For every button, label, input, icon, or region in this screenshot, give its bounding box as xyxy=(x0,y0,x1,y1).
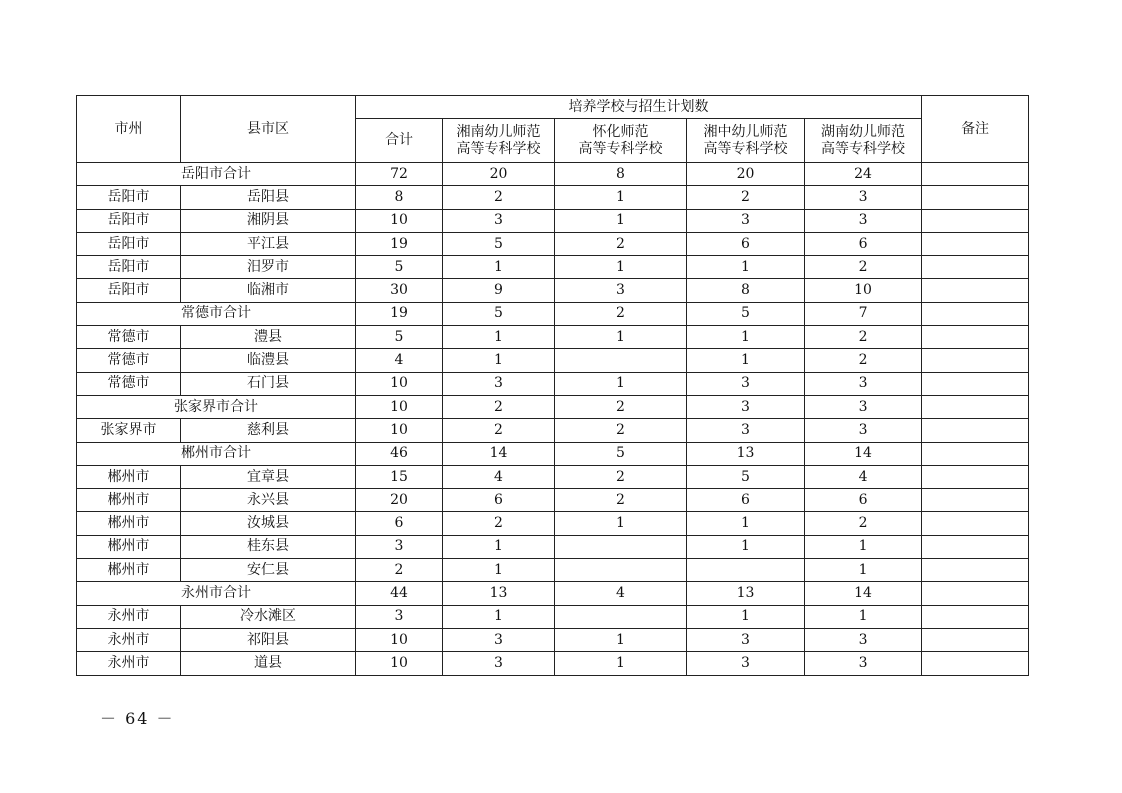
school-2-cell xyxy=(555,535,687,558)
subtotal-row xyxy=(77,302,1029,325)
total-cell: 20 xyxy=(356,489,443,512)
table-row xyxy=(77,652,1029,675)
total-cell: 3 xyxy=(356,535,443,558)
county-cell: 石门县 xyxy=(181,372,356,395)
school-4-cell: 3 xyxy=(805,209,922,232)
school-3-cell: 8 xyxy=(687,279,805,302)
school-2-cell: 1 xyxy=(555,372,687,395)
school-1-cell: 20 xyxy=(443,163,555,186)
school-1-cell: 1 xyxy=(443,326,555,349)
remark-cell xyxy=(922,209,1029,232)
school-2-cell xyxy=(555,605,687,628)
table-row xyxy=(77,605,1029,628)
subtotal-row xyxy=(77,582,1029,605)
school-3-cell: 5 xyxy=(687,465,805,488)
remark-cell xyxy=(922,465,1029,488)
school-3-cell: 1 xyxy=(687,605,805,628)
school-1-cell: 3 xyxy=(443,372,555,395)
school-1-cell: 13 xyxy=(443,582,555,605)
header-school-2-line2: 高等专科学校 xyxy=(578,140,663,157)
total-cell: 5 xyxy=(356,326,443,349)
school-4-cell: 4 xyxy=(805,465,922,488)
school-3-cell: 1 xyxy=(687,349,805,372)
school-2-cell: 1 xyxy=(555,256,687,279)
remark-cell xyxy=(922,232,1029,255)
school-4-cell: 6 xyxy=(805,232,922,255)
total-cell: 6 xyxy=(356,512,443,535)
remark-cell xyxy=(922,559,1029,582)
school-2-cell xyxy=(555,559,687,582)
school-4-cell: 10 xyxy=(805,279,922,302)
school-3-cell: 2 xyxy=(687,186,805,209)
school-2-cell xyxy=(555,349,687,372)
subtotal-label: 张家界市合计 xyxy=(77,395,356,418)
remark-cell xyxy=(922,652,1029,675)
school-2-cell: 1 xyxy=(555,209,687,232)
total-cell: 19 xyxy=(356,302,443,325)
table-row xyxy=(77,209,1029,232)
header-remark: 备注 xyxy=(922,96,1029,163)
city-cell: 张家界市 xyxy=(77,419,181,442)
school-1-cell: 5 xyxy=(443,232,555,255)
county-cell: 安仁县 xyxy=(181,559,356,582)
school-2-cell: 1 xyxy=(555,186,687,209)
school-3-cell: 1 xyxy=(687,535,805,558)
total-cell: 5 xyxy=(356,256,443,279)
subtotal-label: 永州市合计 xyxy=(77,582,356,605)
subtotal-row xyxy=(77,442,1029,465)
school-2-cell: 2 xyxy=(555,395,687,418)
city-cell: 永州市 xyxy=(77,628,181,651)
city-cell: 常德市 xyxy=(77,326,181,349)
city-cell: 郴州市 xyxy=(77,512,181,535)
school-2-cell: 4 xyxy=(555,582,687,605)
school-4-cell: 3 xyxy=(805,372,922,395)
header-county: 县市区 xyxy=(181,96,356,163)
remark-cell xyxy=(922,419,1029,442)
total-cell: 19 xyxy=(356,232,443,255)
school-1-cell: 1 xyxy=(443,559,555,582)
header-school-1-line1: 湘南幼儿师范 xyxy=(456,123,541,140)
total-cell: 8 xyxy=(356,186,443,209)
school-4-cell: 24 xyxy=(805,163,922,186)
remark-cell xyxy=(922,582,1029,605)
county-cell: 冷水滩区 xyxy=(181,605,356,628)
city-cell: 常德市 xyxy=(77,349,181,372)
header-school-2 xyxy=(555,119,687,163)
remark-cell xyxy=(922,279,1029,302)
total-cell: 10 xyxy=(356,209,443,232)
city-cell: 岳阳市 xyxy=(77,279,181,302)
remark-cell xyxy=(922,163,1029,186)
school-1-cell: 2 xyxy=(443,512,555,535)
school-4-cell: 3 xyxy=(805,628,922,651)
school-2-cell: 8 xyxy=(555,163,687,186)
school-3-cell: 13 xyxy=(687,582,805,605)
school-3-cell: 3 xyxy=(687,372,805,395)
county-cell: 汨罗市 xyxy=(181,256,356,279)
school-4-cell: 1 xyxy=(805,605,922,628)
school-4-cell: 3 xyxy=(805,395,922,418)
school-4-cell: 3 xyxy=(805,186,922,209)
school-2-cell: 1 xyxy=(555,326,687,349)
school-3-cell: 3 xyxy=(687,419,805,442)
header-school-1-line2: 高等专科学校 xyxy=(456,140,541,157)
school-1-cell: 5 xyxy=(443,302,555,325)
county-cell: 道县 xyxy=(181,652,356,675)
county-cell: 永兴县 xyxy=(181,489,356,512)
school-2-cell: 3 xyxy=(555,279,687,302)
total-cell: 10 xyxy=(356,372,443,395)
subtotal-label: 郴州市合计 xyxy=(77,442,356,465)
total-cell: 10 xyxy=(356,419,443,442)
school-1-cell: 3 xyxy=(443,628,555,651)
school-2-cell: 2 xyxy=(555,302,687,325)
school-3-cell: 1 xyxy=(687,256,805,279)
school-3-cell: 1 xyxy=(687,512,805,535)
school-1-cell: 1 xyxy=(443,605,555,628)
school-4-cell: 1 xyxy=(805,535,922,558)
total-cell: 10 xyxy=(356,652,443,675)
county-cell: 祁阳县 xyxy=(181,628,356,651)
subtotal-row xyxy=(77,163,1029,186)
table-row xyxy=(77,512,1029,535)
city-cell: 郴州市 xyxy=(77,489,181,512)
table-row xyxy=(77,349,1029,372)
school-1-cell: 6 xyxy=(443,489,555,512)
school-4-cell: 7 xyxy=(805,302,922,325)
table-row xyxy=(77,232,1029,255)
total-cell: 44 xyxy=(356,582,443,605)
county-cell: 宜章县 xyxy=(181,465,356,488)
table-body xyxy=(77,96,1029,676)
county-cell: 湘阴县 xyxy=(181,209,356,232)
school-3-cell: 6 xyxy=(687,489,805,512)
school-4-cell: 3 xyxy=(805,652,922,675)
school-1-cell: 14 xyxy=(443,442,555,465)
school-4-cell: 14 xyxy=(805,582,922,605)
remark-cell xyxy=(922,326,1029,349)
school-4-cell: 6 xyxy=(805,489,922,512)
remark-cell xyxy=(922,442,1029,465)
header-row-1 xyxy=(77,96,1029,119)
table-row xyxy=(77,489,1029,512)
total-cell: 30 xyxy=(356,279,443,302)
county-cell: 桂东县 xyxy=(181,535,356,558)
school-2-cell: 1 xyxy=(555,512,687,535)
total-cell: 46 xyxy=(356,442,443,465)
city-cell: 郴州市 xyxy=(77,535,181,558)
school-2-cell: 2 xyxy=(555,489,687,512)
header-school-4-line2: 高等专科学校 xyxy=(821,140,906,157)
school-2-cell: 2 xyxy=(555,465,687,488)
city-cell: 郴州市 xyxy=(77,559,181,582)
remark-cell xyxy=(922,628,1029,651)
school-2-cell: 2 xyxy=(555,232,687,255)
school-3-cell xyxy=(687,559,805,582)
county-cell: 岳阳县 xyxy=(181,186,356,209)
school-4-cell: 2 xyxy=(805,256,922,279)
school-1-cell: 9 xyxy=(443,279,555,302)
remark-cell xyxy=(922,372,1029,395)
school-2-cell: 1 xyxy=(555,652,687,675)
school-2-cell: 5 xyxy=(555,442,687,465)
school-1-cell: 3 xyxy=(443,209,555,232)
school-4-cell: 1 xyxy=(805,559,922,582)
school-4-cell: 3 xyxy=(805,419,922,442)
header-total: 合计 xyxy=(356,119,443,163)
total-cell: 3 xyxy=(356,605,443,628)
school-3-cell: 3 xyxy=(687,395,805,418)
school-4-cell: 14 xyxy=(805,442,922,465)
school-3-cell: 3 xyxy=(687,652,805,675)
total-cell: 4 xyxy=(356,349,443,372)
school-1-cell: 1 xyxy=(443,349,555,372)
header-school-3-line1: 湘中幼儿师范 xyxy=(703,123,788,140)
city-cell: 郴州市 xyxy=(77,465,181,488)
subtotal-row xyxy=(77,395,1029,418)
county-cell: 临澧县 xyxy=(181,349,356,372)
remark-cell xyxy=(922,395,1029,418)
county-cell: 澧县 xyxy=(181,326,356,349)
city-cell: 岳阳市 xyxy=(77,232,181,255)
county-cell: 平江县 xyxy=(181,232,356,255)
school-3-cell: 1 xyxy=(687,326,805,349)
table-row xyxy=(77,256,1029,279)
header-school-group: 培养学校与招生计划数 xyxy=(356,96,922,119)
city-cell: 岳阳市 xyxy=(77,209,181,232)
table-row xyxy=(77,419,1029,442)
school-1-cell: 3 xyxy=(443,652,555,675)
school-4-cell: 2 xyxy=(805,326,922,349)
table-row xyxy=(77,559,1029,582)
school-2-cell: 1 xyxy=(555,628,687,651)
city-cell: 永州市 xyxy=(77,605,181,628)
remark-cell xyxy=(922,512,1029,535)
table-row xyxy=(77,465,1029,488)
total-cell: 2 xyxy=(356,559,443,582)
county-cell: 临湘市 xyxy=(181,279,356,302)
table-row xyxy=(77,372,1029,395)
header-school-3-line2: 高等专科学校 xyxy=(703,140,788,157)
school-3-cell: 13 xyxy=(687,442,805,465)
school-2-cell: 2 xyxy=(555,419,687,442)
page-number: － 64 － xyxy=(100,709,175,728)
enrollment-plan-table xyxy=(76,95,1029,676)
total-cell: 10 xyxy=(356,395,443,418)
table-row xyxy=(77,326,1029,349)
school-4-cell: 2 xyxy=(805,349,922,372)
school-1-cell: 2 xyxy=(443,419,555,442)
remark-cell xyxy=(922,605,1029,628)
school-1-cell: 1 xyxy=(443,256,555,279)
school-3-cell: 20 xyxy=(687,163,805,186)
school-3-cell: 5 xyxy=(687,302,805,325)
school-1-cell: 4 xyxy=(443,465,555,488)
total-cell: 10 xyxy=(356,628,443,651)
total-cell: 72 xyxy=(356,163,443,186)
remark-cell xyxy=(922,349,1029,372)
table-row xyxy=(77,186,1029,209)
subtotal-label: 岳阳市合计 xyxy=(77,163,356,186)
table-row xyxy=(77,628,1029,651)
school-4-cell: 2 xyxy=(805,512,922,535)
city-cell: 常德市 xyxy=(77,372,181,395)
county-cell: 慈利县 xyxy=(181,419,356,442)
school-3-cell: 3 xyxy=(687,628,805,651)
school-1-cell: 1 xyxy=(443,535,555,558)
school-3-cell: 3 xyxy=(687,209,805,232)
header-school-3 xyxy=(687,119,805,163)
school-1-cell: 2 xyxy=(443,395,555,418)
remark-cell xyxy=(922,535,1029,558)
remark-cell xyxy=(922,186,1029,209)
header-school-4 xyxy=(805,119,922,163)
school-1-cell: 2 xyxy=(443,186,555,209)
header-school-1 xyxy=(443,119,555,163)
school-3-cell: 6 xyxy=(687,232,805,255)
table-row xyxy=(77,279,1029,302)
header-school-2-line1: 怀化师范 xyxy=(592,123,649,140)
city-cell: 岳阳市 xyxy=(77,186,181,209)
remark-cell xyxy=(922,302,1029,325)
remark-cell xyxy=(922,489,1029,512)
table-row xyxy=(77,535,1029,558)
subtotal-label: 常德市合计 xyxy=(77,302,356,325)
total-cell: 15 xyxy=(356,465,443,488)
remark-cell xyxy=(922,256,1029,279)
city-cell: 永州市 xyxy=(77,652,181,675)
city-cell: 岳阳市 xyxy=(77,256,181,279)
header-school-4-line1: 湖南幼儿师范 xyxy=(821,123,906,140)
county-cell: 汝城县 xyxy=(181,512,356,535)
header-city: 市州 xyxy=(77,96,181,163)
